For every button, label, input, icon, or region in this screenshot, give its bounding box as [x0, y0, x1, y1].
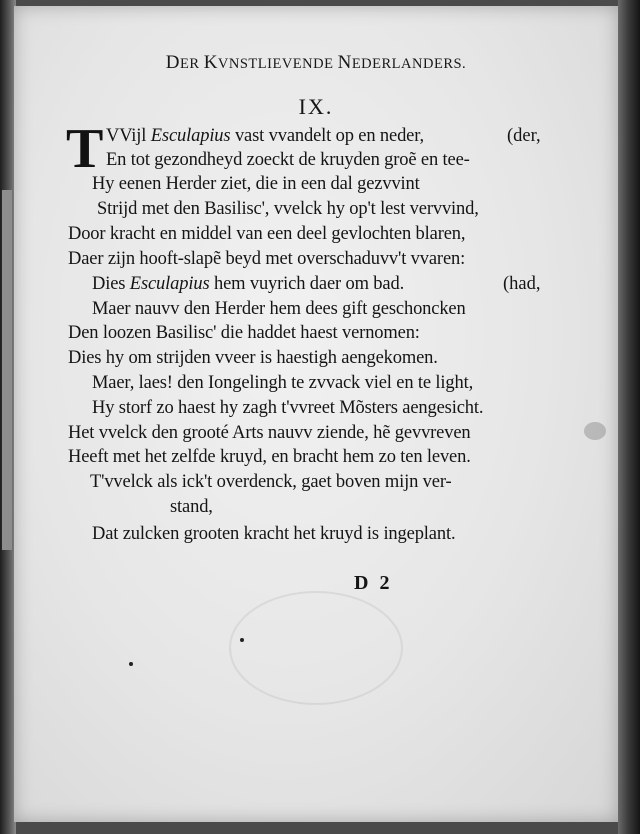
adjacent-page-strip — [2, 190, 12, 550]
book-page — [14, 6, 618, 822]
section-number: IX. — [298, 94, 334, 119]
turnover-fragment-1: (der, — [507, 126, 541, 146]
paper-speck — [129, 662, 133, 666]
show-through-ornament — [229, 591, 403, 705]
drop-cap: T — [66, 118, 104, 180]
poem-line-10: Dies hy om strijden vveer is haestigh aengekomen. — [68, 348, 438, 368]
poem-line-16: Dat zulcken grooten kracht het kruyd is ingeplant. — [92, 524, 456, 544]
poem-line-5: Door kracht en middel van een deel gevlochten blaren, — [68, 224, 466, 244]
turnover-fragment-2: (had, — [503, 274, 541, 294]
running-head-word-1: DER — [165, 52, 204, 73]
poem-line-11: Maer, laes! den Iongelingh te zvvack viel en te light, — [92, 373, 474, 393]
running-head-word-2: KVNSTLIEVENDE — [203, 52, 338, 73]
signature-mark: D 2 — [354, 572, 393, 594]
paper-stain — [584, 422, 606, 440]
poem-line-2: En tot gezondheyd zoeckt de kruyden groẽ en tee- — [106, 150, 470, 170]
poem-line-13: Het vvelck den grooté Arts nauvv ziende, hẽ gevvreven — [68, 423, 471, 443]
poem-line-1: VVijl Esculapius vast vvandelt op en neder, — [106, 126, 424, 146]
poem-line-3: Hy eenen Herder ziet, die in een dal gezvvint — [92, 174, 420, 194]
poem-line-6: Daer zijn hooft-slapẽ beyd met overschaduvv't vvaren: — [68, 249, 466, 269]
poem-line-7: Dies Esculapius hem vuyrich daer om bad. — [92, 274, 405, 294]
running-head — [14, 52, 618, 74]
paper-speck — [240, 638, 244, 642]
book-edge-right — [618, 0, 640, 834]
poem-line-15: T'vvelck als ick't overdenck, gaet boven mijn ver- — [90, 472, 452, 492]
running-head-word-3: NEDERLANDERS. — [337, 52, 467, 73]
poem-line-9: Den loozen Basilisc' die haddet haest vernomen: — [68, 323, 420, 343]
poem-line-4: Strijd met den Basilisc', vvelck hy op't lest vervvind, — [97, 199, 479, 219]
poem-line-12: Hy storf zo haest hy zagh t'vvreet Mõsters aengesicht. — [92, 398, 484, 418]
poem-line-15-turnover: stand, — [170, 497, 213, 517]
poem-line-8: Maer nauvv den Herder hem dees gift geschoncken — [92, 299, 466, 319]
poem-line-14: Heeft met het zelfde kruyd, en bracht hem zo ten leven. — [68, 447, 471, 467]
